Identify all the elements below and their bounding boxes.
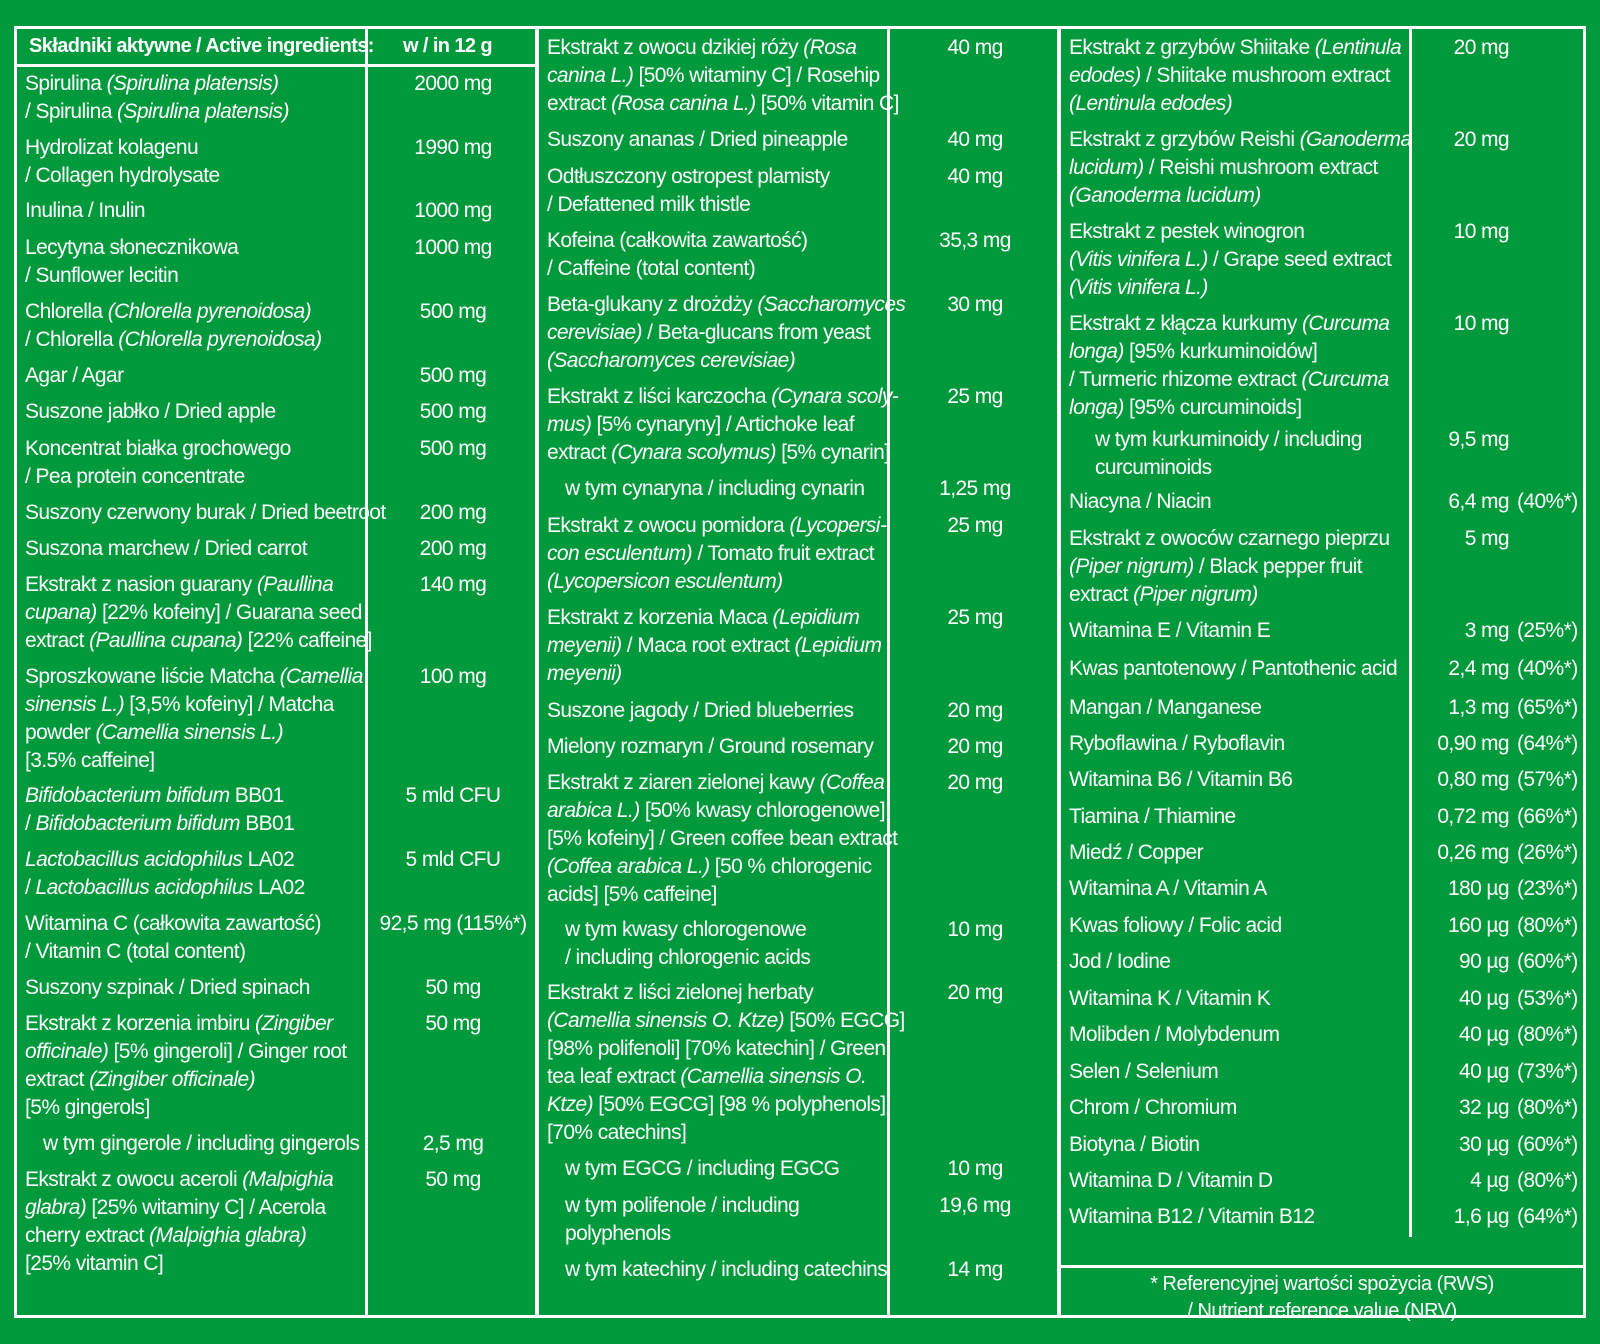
ingredient-name: Suszone jabłko / Dried apple	[25, 400, 276, 423]
ingredient-name: Witamina C (całkowita zawartość) / Vitamin C (total content)	[25, 912, 321, 963]
ingredient-name: Selen / Selenium	[1069, 1060, 1219, 1083]
ingredient-amount: 20 mg	[947, 699, 1003, 722]
ingredient-amount: 5 mld CFU	[405, 784, 501, 807]
ingredient-amount: 50 mg	[425, 1012, 481, 1035]
ingredient-amount: 4 µg	[1470, 1169, 1509, 1192]
ingredient-name: Suszony szpinak / Dried spinach	[25, 976, 310, 999]
ingredients-panel-1	[14, 26, 538, 1318]
ingredient-amount: 500 mg	[419, 300, 487, 323]
nrv-percent: (40%*)	[1517, 490, 1578, 513]
ingredient-name: Biotyna / Biotin	[1069, 1133, 1200, 1156]
ingredient-amount: 25 mg	[947, 514, 1003, 537]
ingredient-name: w tym gingerole / including gingerols	[43, 1132, 360, 1155]
ingredient-amount: 180 µg	[1447, 877, 1509, 900]
ingredient-amount: 6,4 mg	[1448, 490, 1509, 513]
ingredient-amount: 20 mg	[1453, 128, 1509, 151]
ingredient-name: Molibden / Molybdenum	[1069, 1023, 1280, 1046]
nrv-percent: (60%*)	[1517, 950, 1578, 973]
nrv-percent: (73%*)	[1517, 1060, 1578, 1083]
ingredients-panel-2	[536, 26, 1060, 1318]
ingredient-amount: 0,72 mg	[1437, 805, 1509, 828]
ingredient-name: Sproszkowane liście Matcha (Camellia sinensis L.) [3,5% kofeiny] / Matcha powder (Camellia sinensis L.) [3.5% caffeine]	[25, 665, 363, 772]
ingredient-name: Bifidobacterium bifidum BB01 / Bifidobacterium bifidum BB01	[25, 784, 295, 835]
ingredient-amount: 10 mg	[1453, 220, 1509, 243]
ingredient-name: w tym kurkuminoidy / including curcuminoids	[1095, 428, 1362, 479]
column-divider	[365, 29, 368, 1315]
ingredient-name: Ekstrakt z owocu pomidora (Lycopersi- con esculentum) / Tomato fruit extract (Lycopersicon esculentum)	[547, 514, 887, 593]
ingredient-name: Ekstrakt z pestek winogron (Vitis vinifera L.) / Grape seed extract (Vitis vinifera L.)	[1069, 220, 1392, 299]
nrv-percent: (57%*)	[1517, 768, 1578, 791]
ingredient-amount: 40 mg	[947, 128, 1003, 151]
ingredient-name: Ekstrakt z owocu dzikiej róży (Rosa canina L.) [50% witaminy C] / Rosehip extract (Rosa canina L.) [50% vitamin C]	[547, 36, 899, 115]
ingredient-name: Inulina / Inulin	[25, 199, 145, 222]
ingredient-amount: 140 mg	[419, 573, 487, 596]
ingredient-amount: 40 µg	[1459, 987, 1509, 1010]
ingredient-amount: 10 mg	[1453, 312, 1509, 335]
ingredient-name: w tym EGCG / including EGCG	[565, 1157, 840, 1180]
ingredient-amount: 10 mg	[947, 1157, 1003, 1180]
footnote: * Referencyjnej wartości spożycia (RWS) / Nutrient reference value (NRV)	[1150, 1273, 1494, 1322]
ingredient-name: Lactobacillus acidophilus LA02 / Lactobacillus acidophilus LA02	[25, 848, 305, 899]
ingredient-name: Lecytyna słonecznikowa / Sunflower lecitin	[25, 236, 239, 287]
nrv-percent: (80%*)	[1517, 1023, 1578, 1046]
ingredient-amount: 1000 mg	[414, 199, 492, 222]
ingredient-amount: 0,80 mg	[1437, 768, 1509, 791]
ingredient-amount: 200 mg	[419, 537, 487, 560]
ingredient-name: Ekstrakt z nasion guarany (Paullina cupana) [22% kofeiny] / Guarana seed extract (Paullina cupana) [22% caffeine]	[25, 573, 372, 652]
header-underline	[17, 64, 535, 67]
ingredient-amount: 10 mg	[947, 918, 1003, 941]
ingredient-name: Witamina B6 / Vitamin B6	[1069, 768, 1293, 791]
ingredient-amount: 3 mg	[1464, 619, 1509, 642]
nrv-percent: (65%*)	[1517, 696, 1578, 719]
ingredient-name: Mielony rozmaryn / Ground rosemary	[547, 735, 874, 758]
ingredient-name: Jod / Iodine	[1069, 950, 1171, 973]
ingredient-amount: 2,5 mg	[422, 1132, 484, 1155]
ingredient-name: Ekstrakt z kłącza kurkumy (Curcuma longa) [95% kurkuminoidów] / Turmeric rhizome extract (Curcuma longa) [95% curcuminoids]	[1069, 312, 1390, 419]
ingredient-name: Kwas pantotenowy / Pantothenic acid	[1069, 657, 1398, 680]
nrv-percent: (80%*)	[1517, 1169, 1578, 1192]
ingredient-name: Kofeina (całkowita zawartość) / Caffeine (total content)	[547, 229, 808, 280]
ingredients-panel-3	[1058, 26, 1586, 1322]
ingredient-name: w tym kwasy chlorogenowe / including chlorogenic acids	[565, 918, 811, 969]
ingredient-amount: 500 mg	[419, 364, 487, 387]
ingredient-name: Beta-glukany z drożdży (Saccharomyces cerevisiae) / Beta-glucans from yeast (Saccharomyces cerevisiae)	[547, 293, 906, 372]
ingredient-amount: 30 mg	[947, 293, 1003, 316]
ingredient-amount: 14 mg	[947, 1258, 1003, 1281]
ingredient-amount: 35,3 mg	[939, 229, 1011, 252]
ingredient-amount: 25 mg	[947, 385, 1003, 408]
ingredient-name: Ekstrakt z liści zielonej herbaty (Camellia sinensis O. Ktze) [50% EGCG] [98% polifenoli] [70% katechin] / Green tea leaf extract (Camellia sinensis O. Ktze) [50% EGCG] [98 % polyphenols] [70% catechins]	[547, 981, 905, 1144]
ingredient-name: Chlorella (Chlorella pyrenoidosa) / Chlorella (Chlorella pyrenoidosa)	[25, 300, 322, 351]
ingredient-amount: 40 mg	[947, 36, 1003, 59]
ingredient-name: Ekstrakt z owoców czarnego pieprzu (Piper nigrum) / Black pepper fruit extract (Piper nigrum)	[1069, 527, 1390, 606]
ingredient-amount: 500 mg	[419, 437, 487, 460]
ingredient-amount: 2000 mg	[414, 72, 492, 95]
ingredient-amount: 20 mg	[947, 981, 1003, 1004]
ingredient-name: Witamina K / Vitamin K	[1069, 987, 1271, 1010]
ingredient-name: Witamina E / Vitamin E	[1069, 619, 1271, 642]
ingredient-name: w tym cynaryna / including cynarin	[565, 477, 865, 500]
nrv-percent: (23%*)	[1517, 877, 1578, 900]
ingredient-name: Suszony ananas / Dried pineapple	[547, 128, 848, 151]
nrv-percent: (80%*)	[1517, 914, 1578, 937]
ingredient-name: w tym katechiny / including catechins	[565, 1258, 888, 1281]
ingredient-name: Ryboflawina / Ryboflavin	[1069, 732, 1285, 755]
nrv-percent: (60%*)	[1517, 1133, 1578, 1156]
ingredient-amount: 1,6 µg	[1453, 1205, 1509, 1228]
ingredient-amount: 9,5 mg	[1448, 428, 1509, 451]
ingredient-name: Hydrolizat kolagenu / Collagen hydrolysate	[25, 136, 220, 187]
ingredient-name: Niacyna / Niacin	[1069, 490, 1212, 513]
ingredient-amount: 1990 mg	[414, 136, 492, 159]
ingredient-name: Suszona marchew / Dried carrot	[25, 537, 307, 560]
ingredient-amount: 25 mg	[947, 606, 1003, 629]
ingredient-amount: 19,6 mg	[939, 1194, 1011, 1217]
ingredient-name: Mangan / Manganese	[1069, 696, 1262, 719]
ingredient-amount: 1000 mg	[414, 236, 492, 259]
nrv-percent: (64%*)	[1517, 732, 1578, 755]
ingredient-name: Agar / Agar	[25, 364, 124, 387]
header-ingredients-label: Składniki aktywne / Active ingredients:	[29, 35, 374, 57]
ingredient-amount: 5 mld CFU	[405, 848, 501, 871]
ingredient-amount: 90 µg	[1459, 950, 1509, 973]
ingredient-amount: 92,5 mg (115%*)	[379, 912, 527, 935]
ingredient-name: Koncentrat białka grochowego / Pea protein concentrate	[25, 437, 291, 488]
header-amount-label: w / in 12 g	[403, 35, 492, 57]
nrv-percent: (64%*)	[1517, 1205, 1578, 1228]
ingredient-name: Ekstrakt z grzybów Shiitake (Lentinula edodes) / Shiitake mushroom extract (Lentinula edodes)	[1069, 36, 1402, 115]
ingredient-amount: 500 mg	[419, 400, 487, 423]
ingredient-amount: 32 µg	[1459, 1096, 1509, 1119]
ingredient-name: Tiamina / Thiamine	[1069, 805, 1236, 828]
column-divider	[1409, 29, 1412, 1237]
ingredient-amount: 1,25 mg	[939, 477, 1011, 500]
ingredient-name: Ekstrakt z liści karczocha (Cynara scoly- mus) [5% cynaryny] / Artichoke leaf extract (Cynara scolymus) [5% cynarin]	[547, 385, 899, 464]
ingredient-amount: 200 mg	[419, 501, 487, 524]
ingredient-amount: 30 µg	[1459, 1133, 1509, 1156]
ingredient-name: Ekstrakt z korzenia Maca (Lepidium meyenii) / Maca root extract (Lepidium meyenii)	[547, 606, 882, 685]
ingredient-amount: 160 µg	[1447, 914, 1509, 937]
nrv-percent: (40%*)	[1517, 657, 1578, 680]
nrv-percent: (66%*)	[1517, 805, 1578, 828]
ingredient-name: Ekstrakt z grzybów Reishi (Ganoderma lucidum) / Reishi mushroom extract (Ganoderma lucidum)	[1069, 128, 1412, 207]
ingredient-name: Witamina B12 / Vitamin B12	[1069, 1205, 1315, 1228]
ingredient-amount: 5 mg	[1464, 527, 1509, 550]
ingredient-amount: 100 mg	[419, 665, 487, 688]
footnote-separator	[1061, 1265, 1583, 1268]
nrv-percent: (53%*)	[1517, 987, 1578, 1010]
ingredient-amount: 0,90 mg	[1437, 732, 1509, 755]
ingredient-amount: 2,4 mg	[1448, 657, 1509, 680]
ingredient-name: Ekstrakt z korzenia imbiru (Zingiber officinale) [5% gingeroli] / Ginger root extract (Zingiber officinale) [5% gingerols]	[25, 1012, 347, 1119]
ingredient-amount: 50 mg	[425, 976, 481, 999]
ingredient-amount: 20 mg	[947, 771, 1003, 794]
ingredient-amount: 0,26 mg	[1437, 841, 1509, 864]
nrv-percent: (80%*)	[1517, 1096, 1578, 1119]
ingredient-name: Witamina A / Vitamin A	[1069, 877, 1267, 900]
ingredient-amount: 40 mg	[947, 165, 1003, 188]
ingredient-name: Ekstrakt z owocu aceroli (Malpighia glabra) [25% witaminy C] / Acerola cherry extract (Malpighia glabra) [25% vitamin C]	[25, 1168, 334, 1275]
ingredient-amount: 40 µg	[1459, 1023, 1509, 1046]
ingredient-amount: 40 µg	[1459, 1060, 1509, 1083]
nrv-percent: (26%*)	[1517, 841, 1578, 864]
ingredient-name: Spirulina (Spirulina platensis) / Spirulina (Spirulina platensis)	[25, 72, 289, 123]
ingredient-amount: 1,3 mg	[1448, 696, 1509, 719]
ingredient-name: Ekstrakt z ziaren zielonej kawy (Coffea arabica L.) [50% kwasy chlorogenowe] [5% kofeiny] / Green coffee bean extract (Coffea arabica L.) [50 % chlorogenic acids] [5% caffeine]	[547, 771, 898, 906]
ingredient-name: Miedź / Copper	[1069, 841, 1203, 864]
ingredient-amount: 20 mg	[947, 735, 1003, 758]
ingredient-amount: 50 mg	[425, 1168, 481, 1191]
nrv-percent: (25%*)	[1517, 619, 1578, 642]
ingredient-name: Chrom / Chromium	[1069, 1096, 1237, 1119]
ingredient-amount: 20 mg	[1453, 36, 1509, 59]
ingredient-name: Suszone jagody / Dried blueberries	[547, 699, 854, 722]
ingredient-name: Witamina D / Vitamin D	[1069, 1169, 1273, 1192]
ingredient-name: Odtłuszczony ostropest plamisty / Defattened milk thistle	[547, 165, 830, 216]
ingredient-name: Kwas foliowy / Folic acid	[1069, 914, 1282, 937]
ingredient-name: w tym polifenole / including polyphenols	[565, 1194, 800, 1245]
ingredient-name: Suszony czerwony burak / Dried beetroot	[25, 501, 386, 524]
